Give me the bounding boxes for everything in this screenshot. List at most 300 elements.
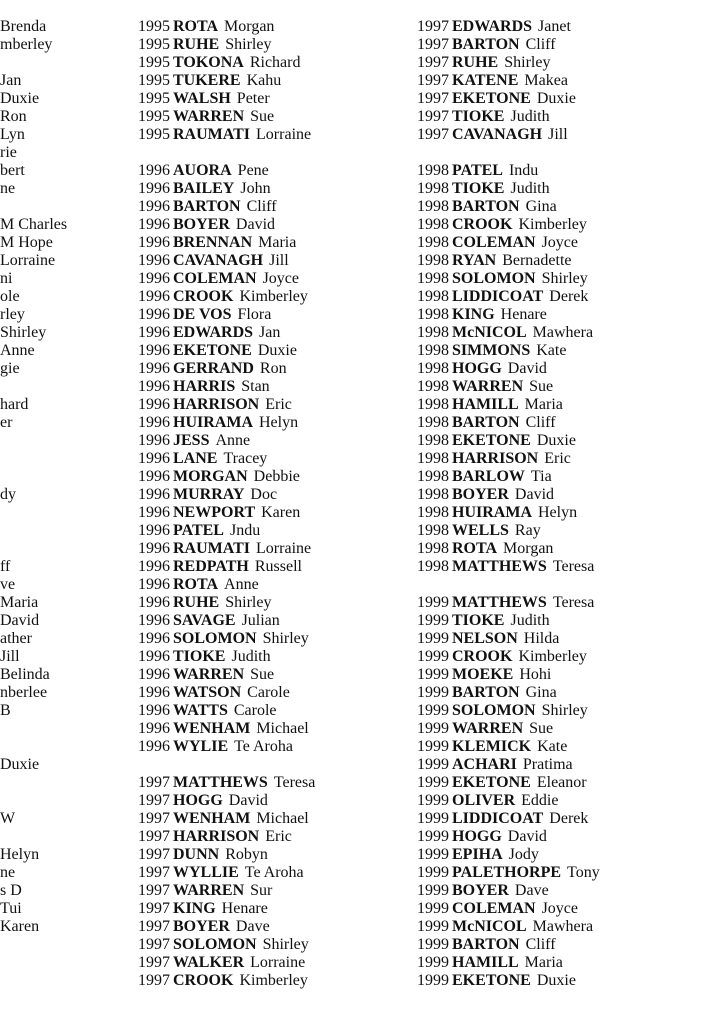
entry-firstname: Helyn [259, 414, 299, 431]
entry-firstname: Kimberley [239, 288, 308, 305]
fragment-line: gie [0, 360, 20, 377]
entry-firstname: Judith [510, 612, 550, 629]
entry-row [417, 828, 717, 846]
entry-firstname: Joyce [541, 234, 578, 251]
entry-row [417, 324, 717, 342]
entry-row [138, 972, 408, 990]
entry-year: 1999 [417, 684, 449, 701]
entry-firstname: Duxie [257, 342, 297, 359]
entry-year: 1996 [138, 162, 170, 179]
entry-year: 1997 [138, 828, 170, 845]
fragment-line: Belinda [0, 666, 50, 683]
fragment-line [0, 540, 120, 558]
entry-row [138, 882, 408, 900]
entry-year: 1997 [138, 972, 170, 989]
entry-year: 1997 [417, 18, 449, 35]
entry-firstname: Anne [224, 576, 259, 593]
entry-firstname: Derek [549, 288, 589, 305]
entry-year: 1996 [138, 360, 170, 377]
entry-firstname: Michael [256, 810, 309, 827]
entry-year: 1999 [417, 900, 449, 917]
entry-row [138, 90, 408, 108]
entry-surname: WENHAM [173, 720, 251, 737]
entry-firstname: Indu [508, 162, 539, 179]
entry-surname: COLEMAN [452, 900, 536, 917]
entry-firstname: Stan [241, 378, 270, 395]
entry-surname: NEWPORT [173, 504, 256, 521]
entry-surname: WENHAM [173, 810, 251, 827]
entry-year: 1996 [138, 594, 170, 611]
entry-year: 1999 [417, 612, 449, 629]
entry-surname: EKETONE [452, 90, 531, 107]
entry-row [417, 72, 717, 90]
entry-surname: BOYER [173, 216, 230, 233]
entry-surname: DE VOS [173, 306, 232, 323]
entry-surname: TIOKE [173, 648, 226, 665]
entry-surname: HARRISON [452, 450, 539, 467]
entry-firstname: Jan [259, 324, 281, 341]
entry-firstname: Te Aroha [244, 864, 304, 881]
entry-year: 1996 [138, 522, 170, 539]
entry-row [417, 774, 717, 792]
entry-year: 1996 [138, 684, 170, 701]
entry-row [138, 810, 408, 828]
entry-firstname: Duxie [536, 90, 576, 107]
entry-year: 1996 [138, 324, 170, 341]
entry-surname: PATEL [173, 522, 224, 539]
entry-row [417, 378, 717, 396]
fragment-line: s D [0, 882, 22, 899]
entry-surname: BARTON [173, 198, 241, 215]
entry-row [138, 432, 408, 450]
entry-year: 1996 [138, 450, 170, 467]
entry-year: 1997 [417, 126, 449, 143]
entry-surname: ROTA [452, 540, 498, 557]
entry-surname: WARREN [452, 720, 524, 737]
entry-surname: OLIVER [452, 792, 516, 809]
entry-row [138, 108, 408, 126]
entry-firstname: Cliff [246, 198, 277, 215]
entry-row [417, 558, 717, 576]
entry-year: 1996 [138, 630, 170, 647]
entry-row [138, 954, 408, 972]
entry-year: 1998 [417, 378, 449, 395]
entry-year: 1998 [417, 522, 449, 539]
entry-year: 1997 [138, 864, 170, 881]
entry-row [417, 810, 717, 828]
entry-firstname: Carole [233, 702, 277, 719]
entry-year: 1996 [138, 702, 170, 719]
middle-column-list [138, 18, 408, 990]
entry-row [417, 198, 717, 216]
entry-year: 1999 [417, 954, 449, 971]
entry-year: 1999 [417, 846, 449, 863]
entry-surname: MORGAN [173, 468, 248, 485]
fragment-line [0, 378, 120, 396]
entry-row [138, 504, 408, 522]
entry-row [417, 252, 717, 270]
entry-row [138, 828, 408, 846]
entry-row [138, 18, 408, 36]
entry-surname: TIOKE [452, 612, 505, 629]
entry-surname: KING [173, 900, 216, 917]
entry-firstname: Tia [530, 468, 552, 485]
entry-firstname: Sue [529, 378, 554, 395]
entry-surname: BOYER [452, 486, 509, 503]
entry-row [138, 630, 408, 648]
entry-row [417, 720, 717, 738]
entry-row [417, 414, 717, 432]
entry-row [417, 288, 717, 306]
entry-row [138, 648, 408, 666]
fragment-line [0, 198, 120, 216]
entry-year: 1999 [417, 918, 449, 935]
fragment-line: Brenda [0, 18, 47, 35]
entry-firstname: Michael [256, 720, 309, 737]
entry-firstname: David [507, 360, 547, 377]
entry-surname: HOGG [173, 792, 223, 809]
entry-firstname: Kimberley [239, 972, 308, 989]
entry-firstname: Judith [231, 648, 271, 665]
entry-firstname: Shirley [262, 630, 309, 647]
entry-year: 1996 [138, 738, 170, 755]
entry-firstname: Shirley [262, 936, 309, 953]
entry-firstname: Pratima [522, 756, 573, 773]
entry-firstname: Duxie [536, 972, 576, 989]
entry-year: 1997 [417, 36, 449, 53]
entry-year: 1999 [417, 594, 449, 611]
entry-row [417, 18, 717, 36]
entry-firstname: Lorraine [256, 126, 312, 143]
entry-row [138, 36, 408, 54]
entry-surname: McNICOL [452, 918, 527, 935]
entry-year: 1996 [138, 288, 170, 305]
entry-surname: HARRISON [173, 828, 260, 845]
fragment-line: rley [0, 306, 25, 323]
entry-surname: PALETHORPE [452, 864, 562, 881]
entry-surname: CAVANAGH [452, 126, 543, 143]
fragment-line: Tui [0, 900, 22, 917]
fragment-line: bert [0, 162, 25, 179]
entry-year: 1999 [417, 882, 449, 899]
entry-firstname: Bernadette [502, 252, 572, 269]
entry-surname: WYLIE [173, 738, 229, 755]
entry-firstname: Anne [215, 432, 251, 449]
entry-surname: EKETONE [452, 972, 531, 989]
entry-year: 1998 [417, 288, 449, 305]
entry-firstname: Morgan [224, 18, 275, 35]
entry-firstname: David [235, 216, 276, 233]
entry-year: 1997 [138, 882, 170, 899]
entry-firstname: Shirley [504, 54, 551, 71]
entry-surname: DUNN [173, 846, 220, 863]
entry-surname: WARREN [173, 108, 245, 125]
entry-surname: TUKERE [173, 72, 241, 89]
entry-year: 1997 [417, 108, 449, 125]
entry-year: 1999 [417, 738, 449, 755]
entry-row [417, 792, 717, 810]
entry-row [138, 612, 408, 630]
entry-surname: BARTON [452, 36, 520, 53]
entry-row [138, 774, 408, 792]
entry-year: 1996 [138, 468, 170, 485]
entry-row [417, 306, 717, 324]
fragment-line: rie [0, 144, 17, 161]
entry-surname: EPIHA [452, 846, 503, 863]
entry-row [138, 540, 408, 558]
entry-row [417, 612, 717, 630]
entry-surname: HOGG [452, 828, 502, 845]
entry-firstname: Sue [529, 720, 554, 737]
entry-surname: SAVAGE [173, 612, 236, 629]
entry-surname: WELLS [452, 522, 509, 539]
entry-surname: LANE [173, 450, 218, 467]
fragment-line [0, 522, 120, 540]
entry-surname: BRENNAN [173, 234, 253, 251]
entry-year: 1998 [417, 216, 449, 233]
entry-firstname: Mawhera [532, 918, 594, 935]
fragment-line [0, 468, 120, 486]
entry-row [138, 198, 408, 216]
fragment-line: M Hope [0, 234, 53, 251]
entry-year: 1996 [138, 558, 170, 575]
fragment-line: nberlee [0, 684, 48, 701]
entry-year: 1998 [417, 306, 449, 323]
entry-surname: SOLOMON [173, 936, 257, 953]
entry-row [417, 486, 717, 504]
fragment-line: ni [0, 270, 13, 287]
entry-firstname: Maria [524, 954, 563, 971]
entry-firstname: Sur [250, 882, 273, 899]
entry-row [417, 36, 717, 54]
entry-firstname: Kahu [246, 72, 282, 89]
fragment-line [0, 792, 120, 810]
entry-surname: NELSON [452, 630, 518, 647]
entry-firstname: Judith [510, 180, 550, 197]
entry-surname: COLEMAN [452, 234, 536, 251]
entry-row [417, 702, 717, 720]
entry-firstname: Kimberley [518, 216, 587, 233]
entry-firstname: Kate [536, 342, 567, 359]
entry-surname: EKETONE [452, 774, 531, 791]
entry-year: 1998 [417, 468, 449, 485]
entry-firstname: Henare [221, 900, 268, 917]
entry-year: 1999 [417, 666, 449, 683]
entry-row [417, 954, 717, 972]
entry-year: 1996 [138, 504, 170, 521]
entry-surname: WATSON [173, 684, 242, 701]
entry-row [417, 162, 717, 180]
entry-firstname: Teresa [552, 594, 595, 611]
fragment-line: Jan [0, 72, 22, 89]
entry-surname: RUHE [452, 54, 499, 71]
entry-row [138, 342, 408, 360]
entry-year: 1995 [138, 72, 170, 89]
entry-surname: EDWARDS [452, 18, 533, 35]
fragment-line [0, 720, 120, 738]
entry-firstname: Dave [514, 882, 549, 899]
entry-surname: EKETONE [452, 432, 531, 449]
entry-year: 1998 [417, 234, 449, 251]
entry-firstname: Te Aroha [234, 738, 293, 755]
entry-year: 1995 [138, 18, 170, 35]
entry-surname: HARRIS [173, 378, 236, 395]
entry-year: 1998 [417, 342, 449, 359]
entry-year: 1997 [138, 810, 170, 827]
entry-year: 1996 [138, 720, 170, 737]
fragment-line: ole [0, 288, 20, 305]
entry-year: 1999 [417, 630, 449, 647]
entry-firstname: David [507, 828, 547, 845]
entry-year: 1996 [138, 270, 170, 287]
entry-firstname: Sue [250, 666, 275, 683]
entry-firstname: Cliff [525, 414, 556, 431]
entry-firstname: Ron [259, 360, 287, 377]
entry-year: 1996 [138, 198, 170, 215]
fragment-line: Maria [0, 594, 39, 611]
year-gap [417, 576, 717, 594]
entry-row [417, 90, 717, 108]
entry-firstname: Jill [548, 126, 568, 143]
entry-surname: HARRISON [173, 396, 260, 413]
entry-year: 1996 [138, 342, 170, 359]
entry-firstname: Derek [549, 810, 589, 827]
entry-surname: SOLOMON [173, 630, 257, 647]
entry-year: 1995 [138, 36, 170, 53]
entry-row [138, 360, 408, 378]
entry-firstname: Eleanor [536, 774, 587, 791]
entry-surname: AUORA [173, 162, 232, 179]
fragment-line [0, 828, 120, 846]
entry-surname: SOLOMON [452, 702, 536, 719]
entry-surname: HAMILL [452, 954, 519, 971]
entry-firstname: Kimberley [518, 648, 587, 665]
fragment-line: Duxie [0, 90, 40, 107]
entry-row [138, 486, 408, 504]
entry-row [417, 540, 717, 558]
entry-surname: RYAN [452, 252, 497, 269]
entry-year: 1996 [138, 216, 170, 233]
entry-surname: LIDDICOAT [452, 810, 544, 827]
entry-surname: MATTHEWS [452, 594, 547, 611]
entry-year: 1995 [138, 126, 170, 143]
entry-firstname: Robyn [225, 846, 268, 863]
entry-firstname: Gina [525, 684, 557, 701]
entry-firstname: Hilda [523, 630, 560, 647]
entry-row [138, 252, 408, 270]
entry-surname: KING [452, 306, 495, 323]
entry-surname: MOEKE [452, 666, 514, 683]
year-gap [138, 756, 408, 774]
entry-surname: HAMILL [452, 396, 519, 413]
entry-year: 1998 [417, 432, 449, 449]
entry-year: 1996 [138, 612, 170, 629]
entry-year: 1997 [138, 936, 170, 953]
entry-firstname: David [228, 792, 268, 809]
entry-surname: CROOK [173, 972, 234, 989]
fragment-line: Jill [0, 648, 20, 665]
entry-firstname: Cliff [525, 936, 556, 953]
entry-surname: KLEMICK [452, 738, 532, 755]
entry-year: 1995 [138, 54, 170, 71]
entry-year: 1999 [417, 828, 449, 845]
entry-surname: WALKER [173, 954, 245, 971]
entry-surname: McNICOL [452, 324, 527, 341]
entry-year: 1998 [417, 558, 449, 575]
entry-row [417, 396, 717, 414]
entry-year: 1999 [417, 648, 449, 665]
fragment-line [0, 504, 120, 522]
right-column-list [417, 18, 717, 990]
entry-surname: RAUMATI [173, 540, 251, 557]
entry-row [138, 288, 408, 306]
fragment-line: David [0, 612, 40, 629]
entry-year: 1996 [138, 414, 170, 431]
entry-surname: ROTA [173, 18, 219, 35]
entry-firstname: Eric [265, 828, 292, 845]
entry-row [138, 324, 408, 342]
entry-year: 1996 [138, 180, 170, 197]
entry-surname: WALSH [173, 90, 231, 107]
entry-row [417, 630, 717, 648]
entry-year: 1996 [138, 576, 170, 593]
entry-year: 1998 [417, 360, 449, 377]
entry-surname: TOKONA [173, 54, 244, 71]
entry-surname: TIOKE [452, 180, 505, 197]
entry-firstname: Shirley [541, 270, 588, 287]
year-gap [138, 144, 408, 162]
entry-firstname: Eddie [521, 792, 559, 809]
entry-firstname: Lorraine [256, 540, 312, 557]
entry-surname: WYLLIE [173, 864, 239, 881]
entry-year: 1998 [417, 270, 449, 287]
fragment-line: dy [0, 486, 16, 503]
entry-firstname: Sue [250, 108, 275, 125]
fragment-line: Lorraine [0, 252, 56, 269]
entry-year: 1996 [138, 378, 170, 395]
entry-row [138, 378, 408, 396]
entry-firstname: Teresa [273, 774, 316, 791]
entry-firstname: Shirley [541, 702, 588, 719]
entry-firstname: Jill [269, 252, 289, 269]
entry-row [417, 684, 717, 702]
entry-row [417, 648, 717, 666]
entry-row [417, 846, 717, 864]
entry-year: 1999 [417, 792, 449, 809]
entry-year: 1996 [138, 486, 170, 503]
fragment-line [0, 450, 120, 468]
entry-surname: CROOK [452, 216, 513, 233]
fragment-line: Shirley [0, 324, 47, 341]
entry-firstname: Tony [567, 864, 600, 881]
entry-year: 1997 [138, 846, 170, 863]
entry-surname: WARREN [452, 378, 524, 395]
entry-surname: EKETONE [173, 342, 252, 359]
entry-firstname: Cliff [525, 36, 556, 53]
entry-year: 1995 [138, 108, 170, 125]
entry-surname: WATTS [173, 702, 228, 719]
entry-year: 1999 [417, 810, 449, 827]
fragment-line: ather [0, 630, 32, 647]
fragment-line [0, 738, 120, 756]
fragment-line: ve [0, 576, 16, 593]
entry-year: 1999 [417, 774, 449, 791]
entry-row [138, 792, 408, 810]
entry-firstname: Dave [235, 918, 270, 935]
entry-year: 1998 [417, 162, 449, 179]
entry-firstname: Shirley [225, 594, 272, 611]
entry-surname: CAVANAGH [173, 252, 264, 269]
